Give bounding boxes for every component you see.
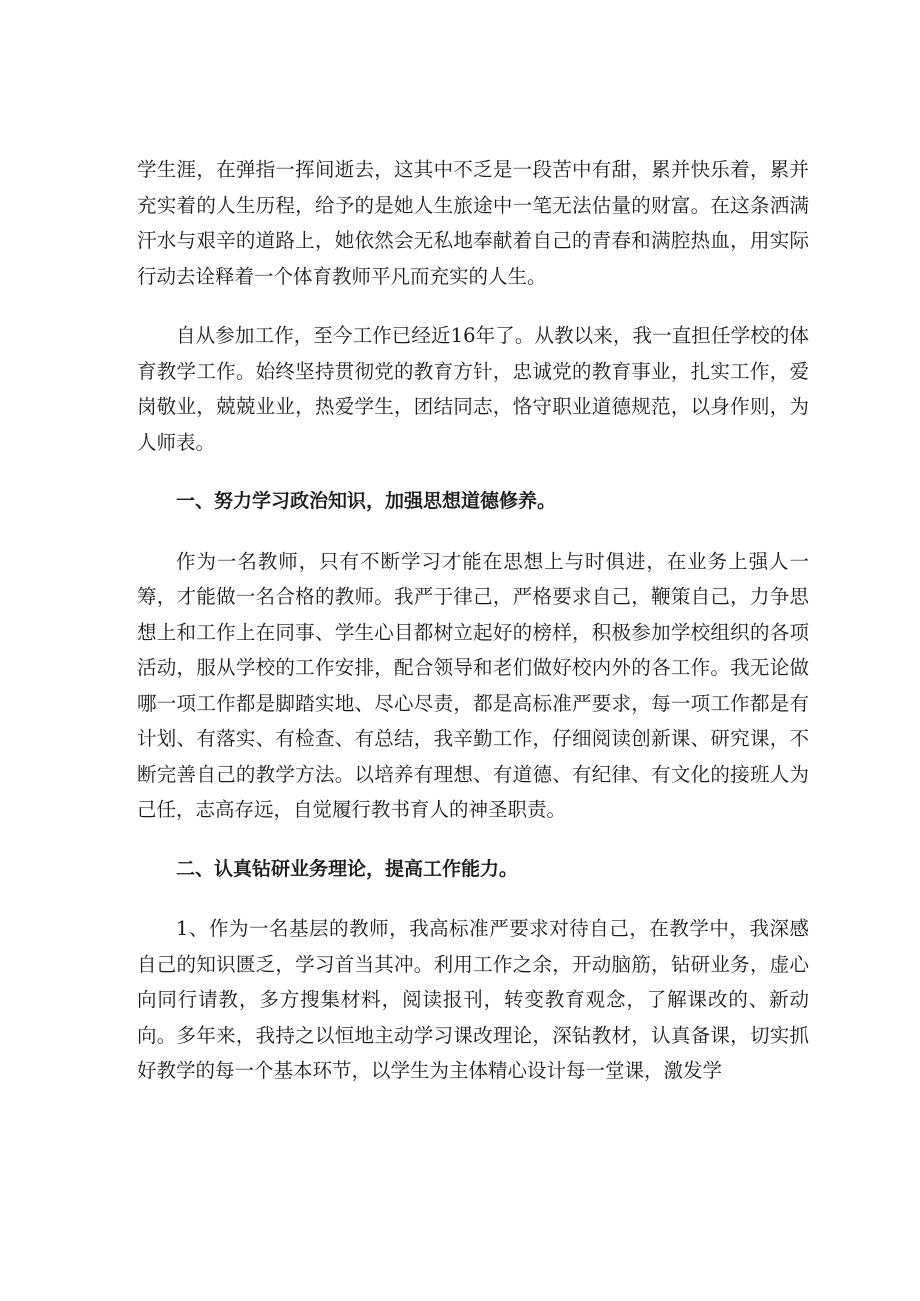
document-body	[137, 152, 809, 1113]
paragraph-teaching-theory: 1、作为一名基层的教师，我高标准严要求对待自己，在教学中，我深感自己的知识匮乏，学习首当其冲。利用工作之余，开动脑筋，钻研业务，虚心向同行请教，多方搜集材料，阅读报刊，转变教育观念，了解课改的、新动向。多年来，我持之以恒地主动学习课改理论，深钻教材，认真备课，切实抓好教学的每一个基本环节，以学生为主体精心设计每一堂课，激发学	[137, 917, 809, 1082]
paragraph-study-politics: 作为一名教师，只有不断学习才能在思想上与时俱进，在业务上强人一筹，才能做一名合格的教师。我严于律己，严格要求自己，鞭策自己，力争思想上和工作上在同事、学生心目都树立起好的榜样，积极参加学校组织的各项活动，服从学校的工作安排，配合领导和老们做好校内外的各工作。我无论做哪一项工作都是脚踏实地、尽心尽责，都是高标准严要求，每一项工作都是有计划、有落实、有检查、有总结，我辛勤工作，仔细阅读创新课、研究课，不断完善自己的教学方法。以培养有理想、有道德、有纪律、有文化的接班人为己任，志高存远，自觉履行教书育人的神圣职责。	[137, 549, 809, 821]
section-heading-1: 一、努力学习政治知识，加强思想道德修养。	[176, 490, 557, 512]
paragraph-work-history: 自从参加工作，至今工作已经近16年了。从教以来，我一直担任学校的体育教学工作。始终坚持贯彻党的教育方针，忠诚党的教育事业，扎实工作，爱岗敬业，兢兢业业，热爱学生，团结同志，恪守职业道德规范，以身作则，为人师表。	[137, 324, 809, 454]
paragraph-continuation: 学生涯，在弹指一挥间逝去，这其中不乏是一段苦中有甜，累并快乐着，累并充实着的人生历程，给予的是她人生旅途中一笔无法估量的财富。在这条洒满汗水与艰辛的道路上，她依然会无私地奉献着自己的青春和满腔热血，用实际行动去诠释着一个体育教师平凡而充实的人生。	[137, 158, 809, 288]
section-heading-2: 二、认真钻研业务理论，提高工作能力。	[176, 857, 519, 880]
